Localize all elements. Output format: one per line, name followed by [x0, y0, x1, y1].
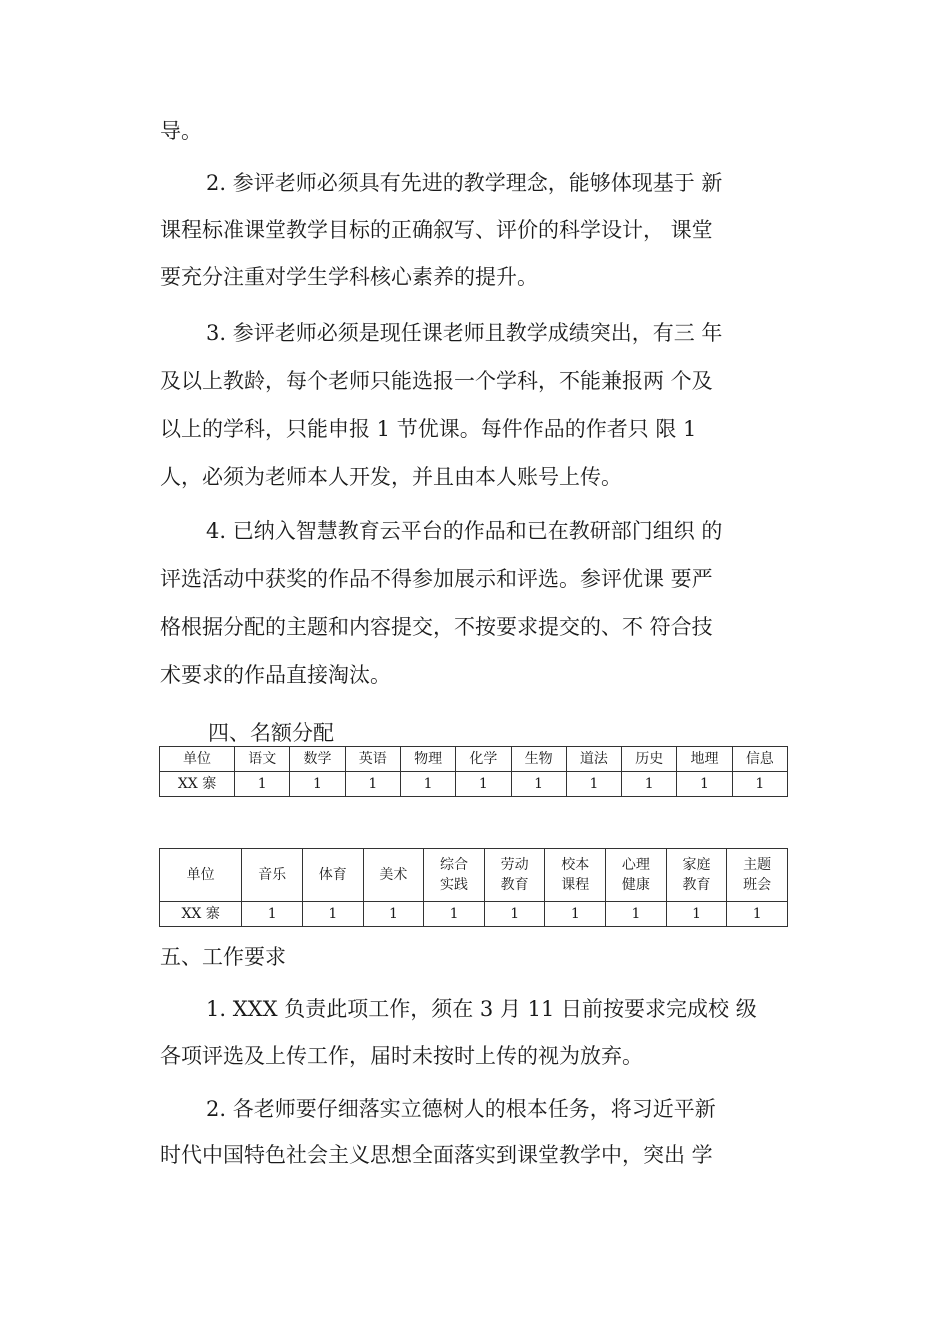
table-cell: 1 [363, 902, 424, 927]
table-header-row [160, 747, 788, 772]
text-line: 及以上教龄，每个老师只能选报一个学科，不能兼报两 个及 [160, 369, 713, 393]
text-line: 格根据分配的主题和内容提交，不按要求提交的、不 符合技 [160, 615, 713, 639]
table-cell: 1 [424, 902, 485, 927]
table-cell: 1 [242, 902, 303, 927]
text-line: 各项评选及上传工作，届时未按时上传的视为放弃。 [160, 1044, 643, 1068]
table-header-cell: 单位 [160, 747, 235, 772]
header-text: 教育 [682, 877, 711, 893]
table-header-cell: 数学 [290, 747, 345, 772]
header-text: 综合 [440, 857, 469, 873]
header-text: 班会 [743, 877, 772, 893]
text-line: 导。 [160, 119, 202, 143]
header-text: 劳动 [500, 857, 529, 873]
table-cell: XX 寨 [160, 902, 242, 927]
table-header-cell: 化学 [456, 747, 511, 772]
table-header-cell [484, 849, 545, 902]
header-text: 体育 [318, 867, 347, 883]
table-cell: 1 [290, 772, 345, 797]
table-header-cell: 生物 [511, 747, 566, 772]
table-header-cell [363, 849, 424, 902]
text-line: 以上的学科，只能申报 1 节优课。每件作品的作者只 限 1 [160, 417, 697, 441]
table-header-row [160, 849, 788, 902]
header-text: 校本 [561, 857, 590, 873]
header-text: 单位 [186, 867, 215, 883]
table-header-cell [545, 849, 606, 902]
table-cell: 1 [302, 902, 363, 927]
text-line: 要充分注重对学生学科核心素养的提升。 [160, 265, 538, 289]
table-header-cell [302, 849, 363, 902]
quota-table-1 [159, 746, 788, 797]
text-line: 人，必须为老师本人开发，并且由本人账号上传。 [160, 465, 622, 489]
text-line: 4. 已纳入智慧教育云平台的作品和已在教研部门组织 的 [206, 519, 723, 543]
header-text: 家庭 [682, 857, 711, 873]
table-cell: 1 [345, 772, 400, 797]
text-line: 2. 各老师要仔细落实立德树人的根本任务，将习近平新 [206, 1097, 716, 1121]
table-cell: 1 [235, 772, 290, 797]
table-header-cell [424, 849, 485, 902]
table-cell: 1 [511, 772, 566, 797]
header-text: 主题 [743, 857, 772, 873]
table-header-cell: 地理 [677, 747, 732, 772]
table-header-cell: 物理 [400, 747, 455, 772]
header-text: 实践 [440, 877, 469, 893]
table-cell: 1 [484, 902, 545, 927]
text-line: 1. XXX 负责此项工作，须在 3 月 11 日前按要求完成校 级 [206, 997, 757, 1021]
table-cell: 1 [732, 772, 787, 797]
table-cell: 1 [400, 772, 455, 797]
text-line: 评选活动中获奖的作品不得参加展示和评选。参评优课 要严 [160, 567, 713, 591]
table-header-cell: 英语 [345, 747, 400, 772]
table-cell: 1 [677, 772, 732, 797]
table-header-cell: 语文 [235, 747, 290, 772]
table-header-cell: 历史 [622, 747, 677, 772]
header-text: 健康 [621, 877, 650, 893]
section-5-heading: 五、工作要求 [160, 945, 286, 969]
text-line: 术要求的作品直接淘汰。 [160, 663, 391, 687]
header-text: 教育 [500, 877, 529, 893]
table-header-cell [160, 849, 242, 902]
header-text: 音乐 [258, 867, 287, 883]
table-cell: 1 [456, 772, 511, 797]
header-text: 美术 [379, 867, 408, 883]
table-header-cell [727, 849, 788, 902]
table-header-cell [606, 849, 667, 902]
header-text: 课程 [561, 877, 590, 893]
text-line: 2. 参评老师必须具有先进的教学理念，能够体现基于 新 [206, 171, 723, 195]
table-header-cell [666, 849, 727, 902]
text-line: 3. 参评老师必须是现任课老师且教学成绩突出，有三 年 [206, 321, 723, 345]
table-cell: XX 寨 [160, 772, 235, 797]
section-4-heading: 四、名额分配 [208, 721, 334, 745]
table-cell: 1 [606, 902, 667, 927]
table-cell: 1 [566, 772, 621, 797]
quota-table-2 [159, 848, 788, 927]
table-cell: 1 [666, 902, 727, 927]
header-text: 心理 [621, 857, 650, 873]
table-cell: 1 [622, 772, 677, 797]
table-cell: 1 [727, 902, 788, 927]
table-header-cell [242, 849, 303, 902]
table-cell: 1 [545, 902, 606, 927]
table-header-cell: 道法 [566, 747, 621, 772]
text-line: 时代中国特色社会主义思想全面落实到课堂教学中，突出 学 [160, 1143, 713, 1167]
table-row [160, 772, 788, 797]
table-header-cell: 信息 [732, 747, 787, 772]
text-line: 课程标准课堂教学目标的正确叙写、评价的科学设计， 课堂 [160, 218, 713, 242]
table-row [160, 902, 788, 927]
